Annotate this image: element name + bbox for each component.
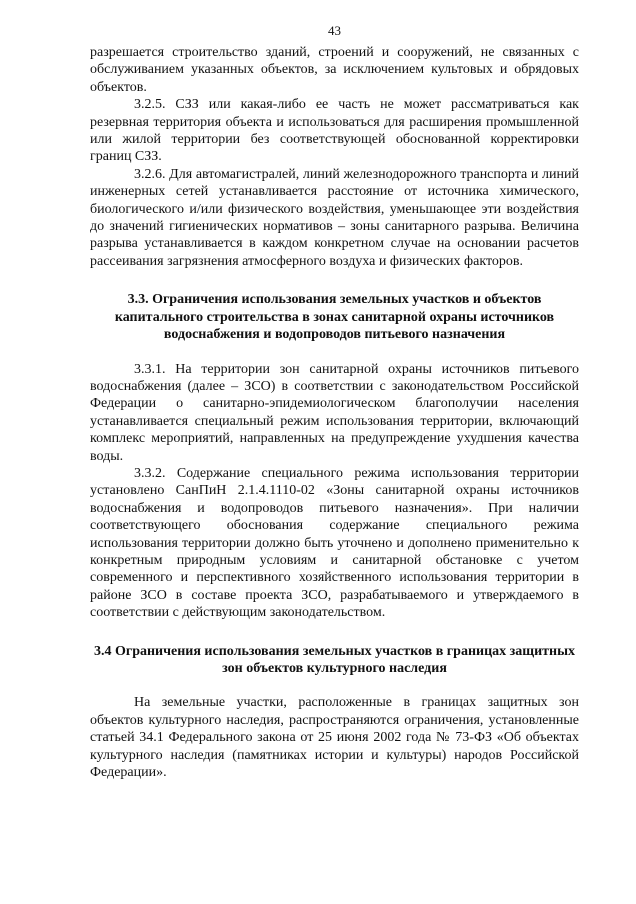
paragraph-3-3-2: 3.3.2. Содержание специального режима использования территории установлено СанПиН 2.1.4.1110-02 «Зоны санитарной охраны источников водоснабжения и водопроводов питьевого назначения». При наличии соответствующего обоснования содержание специального режима использования территории должно быть уточнено и дополнено применительно к конкретным природным условиям и санитарной обстановке с учетом современного и перспективного хозяйственного использования территории в районе ЗСО в составе проекта ЗСО, разрабатываемого и утверждаемого в соответствии с действующим законодательством. bbox=[90, 465, 579, 621]
section-3-4-title: 3.4 Ограничения использования земельных участков в границах защитных зон объектов культурного наследия bbox=[93, 643, 576, 676]
paragraph-3-2-6: 3.2.6. Для автомагистралей, линий железнодорожного транспорта и линий инженерных сетей устанавливается расстояние от источника химического, биологического и/или физического воздействия, уменьшающее эти воздействия до значений гигиенических нормативов – зоны санитарного разрыва. Величина разрыва устанавливается в каждом конкретном случае на основании расчетов рассеивания загрязнения атмосферного воздуха и физических факторов. bbox=[90, 166, 579, 269]
page-number: 43 bbox=[328, 23, 341, 38]
paragraph-3-2-5: 3.2.5. СЗЗ или какая-либо ее часть не может рассматриваться как резервная территория объекта и использоваться для расширения промышленной или жилой территории без соответствующей обоснованной корректировки границ СЗЗ. bbox=[90, 97, 579, 165]
document-body bbox=[90, 44, 579, 781]
paragraph-3-4-1: На земельные участки, расположенные в границах защитных зон объектов культурного наследия, распространяются ограничения, установленные статьей 34.1 Федерального закона от 25 июня 2002 года № 73-ФЗ «Об объектах культурного наследия (памятниках истории и культуры) народов Российской Федерации». bbox=[90, 695, 579, 781]
paragraph-3-3-1: 3.3.1. На территории зон санитарной охраны источников питьевого водоснабжения (далее – ЗСО) в соответствии с законодательством Российской Федерации о санитарно-эпидемиологическом благополучии населения устанавливается специальный режим использования территории, включающий комплекс мероприятий, направленных на предупреждение ухудшения качества воды. bbox=[90, 361, 579, 464]
document-page bbox=[90, 0, 579, 904]
paragraph-continuation: разрешается строительство зданий, строений и сооружений, не связанных с обслуживанием указанных объектов, за исключением культовых и обрядовых объектов. bbox=[90, 45, 579, 95]
section-3-3-title: 3.3. Ограничения использования земельных участков и объектов капитального строительства в зонах санитарной охраны источников водоснабжения и водопроводов питьевого назначения bbox=[114, 292, 555, 343]
